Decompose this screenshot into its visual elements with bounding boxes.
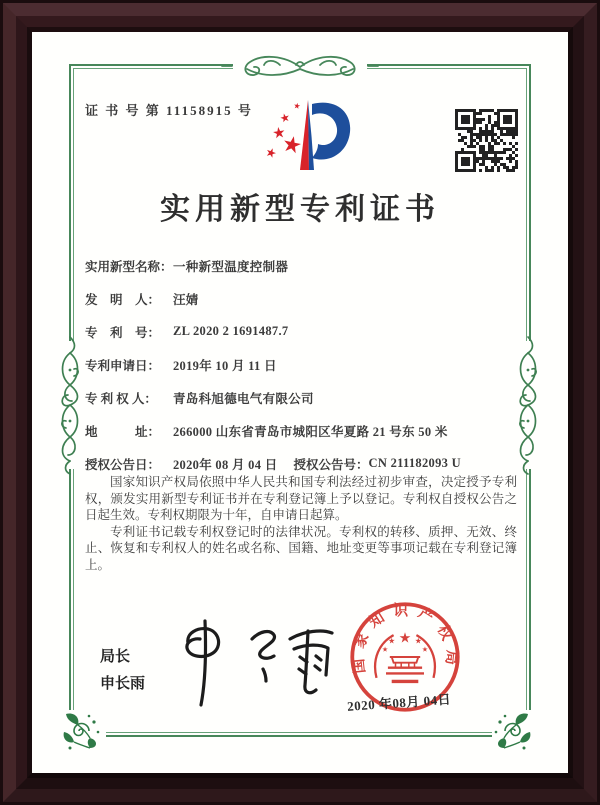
signer-name: 申长雨	[100, 675, 146, 692]
rosette-bottom-right-icon	[492, 710, 534, 752]
legal-text	[85, 474, 517, 573]
field-value: 一种新型温度控制器	[173, 259, 289, 274]
seal-date: 2020 年08月 04日	[346, 691, 452, 714]
national-emblem-icon	[375, 632, 435, 683]
signer-block	[100, 643, 145, 697]
field-value: 2020年 08 月 04 日	[173, 457, 278, 472]
field-value: CN 211182093 U	[368, 456, 461, 470]
field-label: 地 址：	[85, 424, 161, 439]
field-label: 授权公告日：	[85, 457, 161, 472]
paragraph: 专利证书记载专利权登记时的法律状况。专利权的转移、质押、无效、终止、恢复和专利权人的姓名或名称、国籍、地址变更等事项记载在专利登记簿上。	[85, 524, 517, 572]
field-list	[85, 249, 519, 480]
field-value: 汪婧	[173, 292, 199, 307]
field-label: 实用新型名称：	[85, 259, 173, 274]
field-label: 专利申请日：	[85, 358, 161, 373]
cnipa-logo-icon	[262, 96, 352, 172]
field-row	[85, 249, 519, 282]
field-label: 授权公告号：	[293, 457, 369, 472]
field-label: 发 明 人：	[85, 292, 161, 307]
certificate-number: 证 书 号 第 11158915 号	[85, 103, 253, 118]
field-row	[85, 282, 519, 315]
flourish-top-icon	[220, 52, 380, 80]
qr-code	[455, 109, 518, 172]
field-label: 专 利 号：	[85, 325, 161, 340]
field-row	[85, 414, 519, 447]
field-row	[85, 348, 519, 381]
paragraph: 国家知识产权局依照中华人民共和国专利法经过初步审查，决定授予专利权，颁发实用新型专利证书并在专利登记簿上予以登记。专利权自授权公告之日起生效。专利权期限为十年，自申请日起算。	[85, 475, 517, 522]
rosette-bottom-left-icon	[60, 710, 102, 752]
field-value: 2019年 10 月 11 日	[173, 358, 277, 373]
field-row	[85, 315, 519, 348]
field-row	[85, 381, 519, 414]
seal-text: 国家知识产权局	[350, 603, 460, 675]
field-value: 266000 山东省青岛市城阳区华夏路 21 号东 50 米	[173, 424, 448, 439]
field-label: 专 利 权 人：	[85, 391, 157, 406]
certificate-title: 实用新型专利证书	[160, 193, 440, 226]
field-value: ZL 2020 2 1691487.7	[173, 324, 289, 338]
signer-title: 局长	[100, 648, 131, 665]
flourish-left-icon	[56, 335, 84, 475]
signature	[168, 615, 336, 715]
field-value: 青岛科旭德电气有限公司	[173, 391, 314, 406]
